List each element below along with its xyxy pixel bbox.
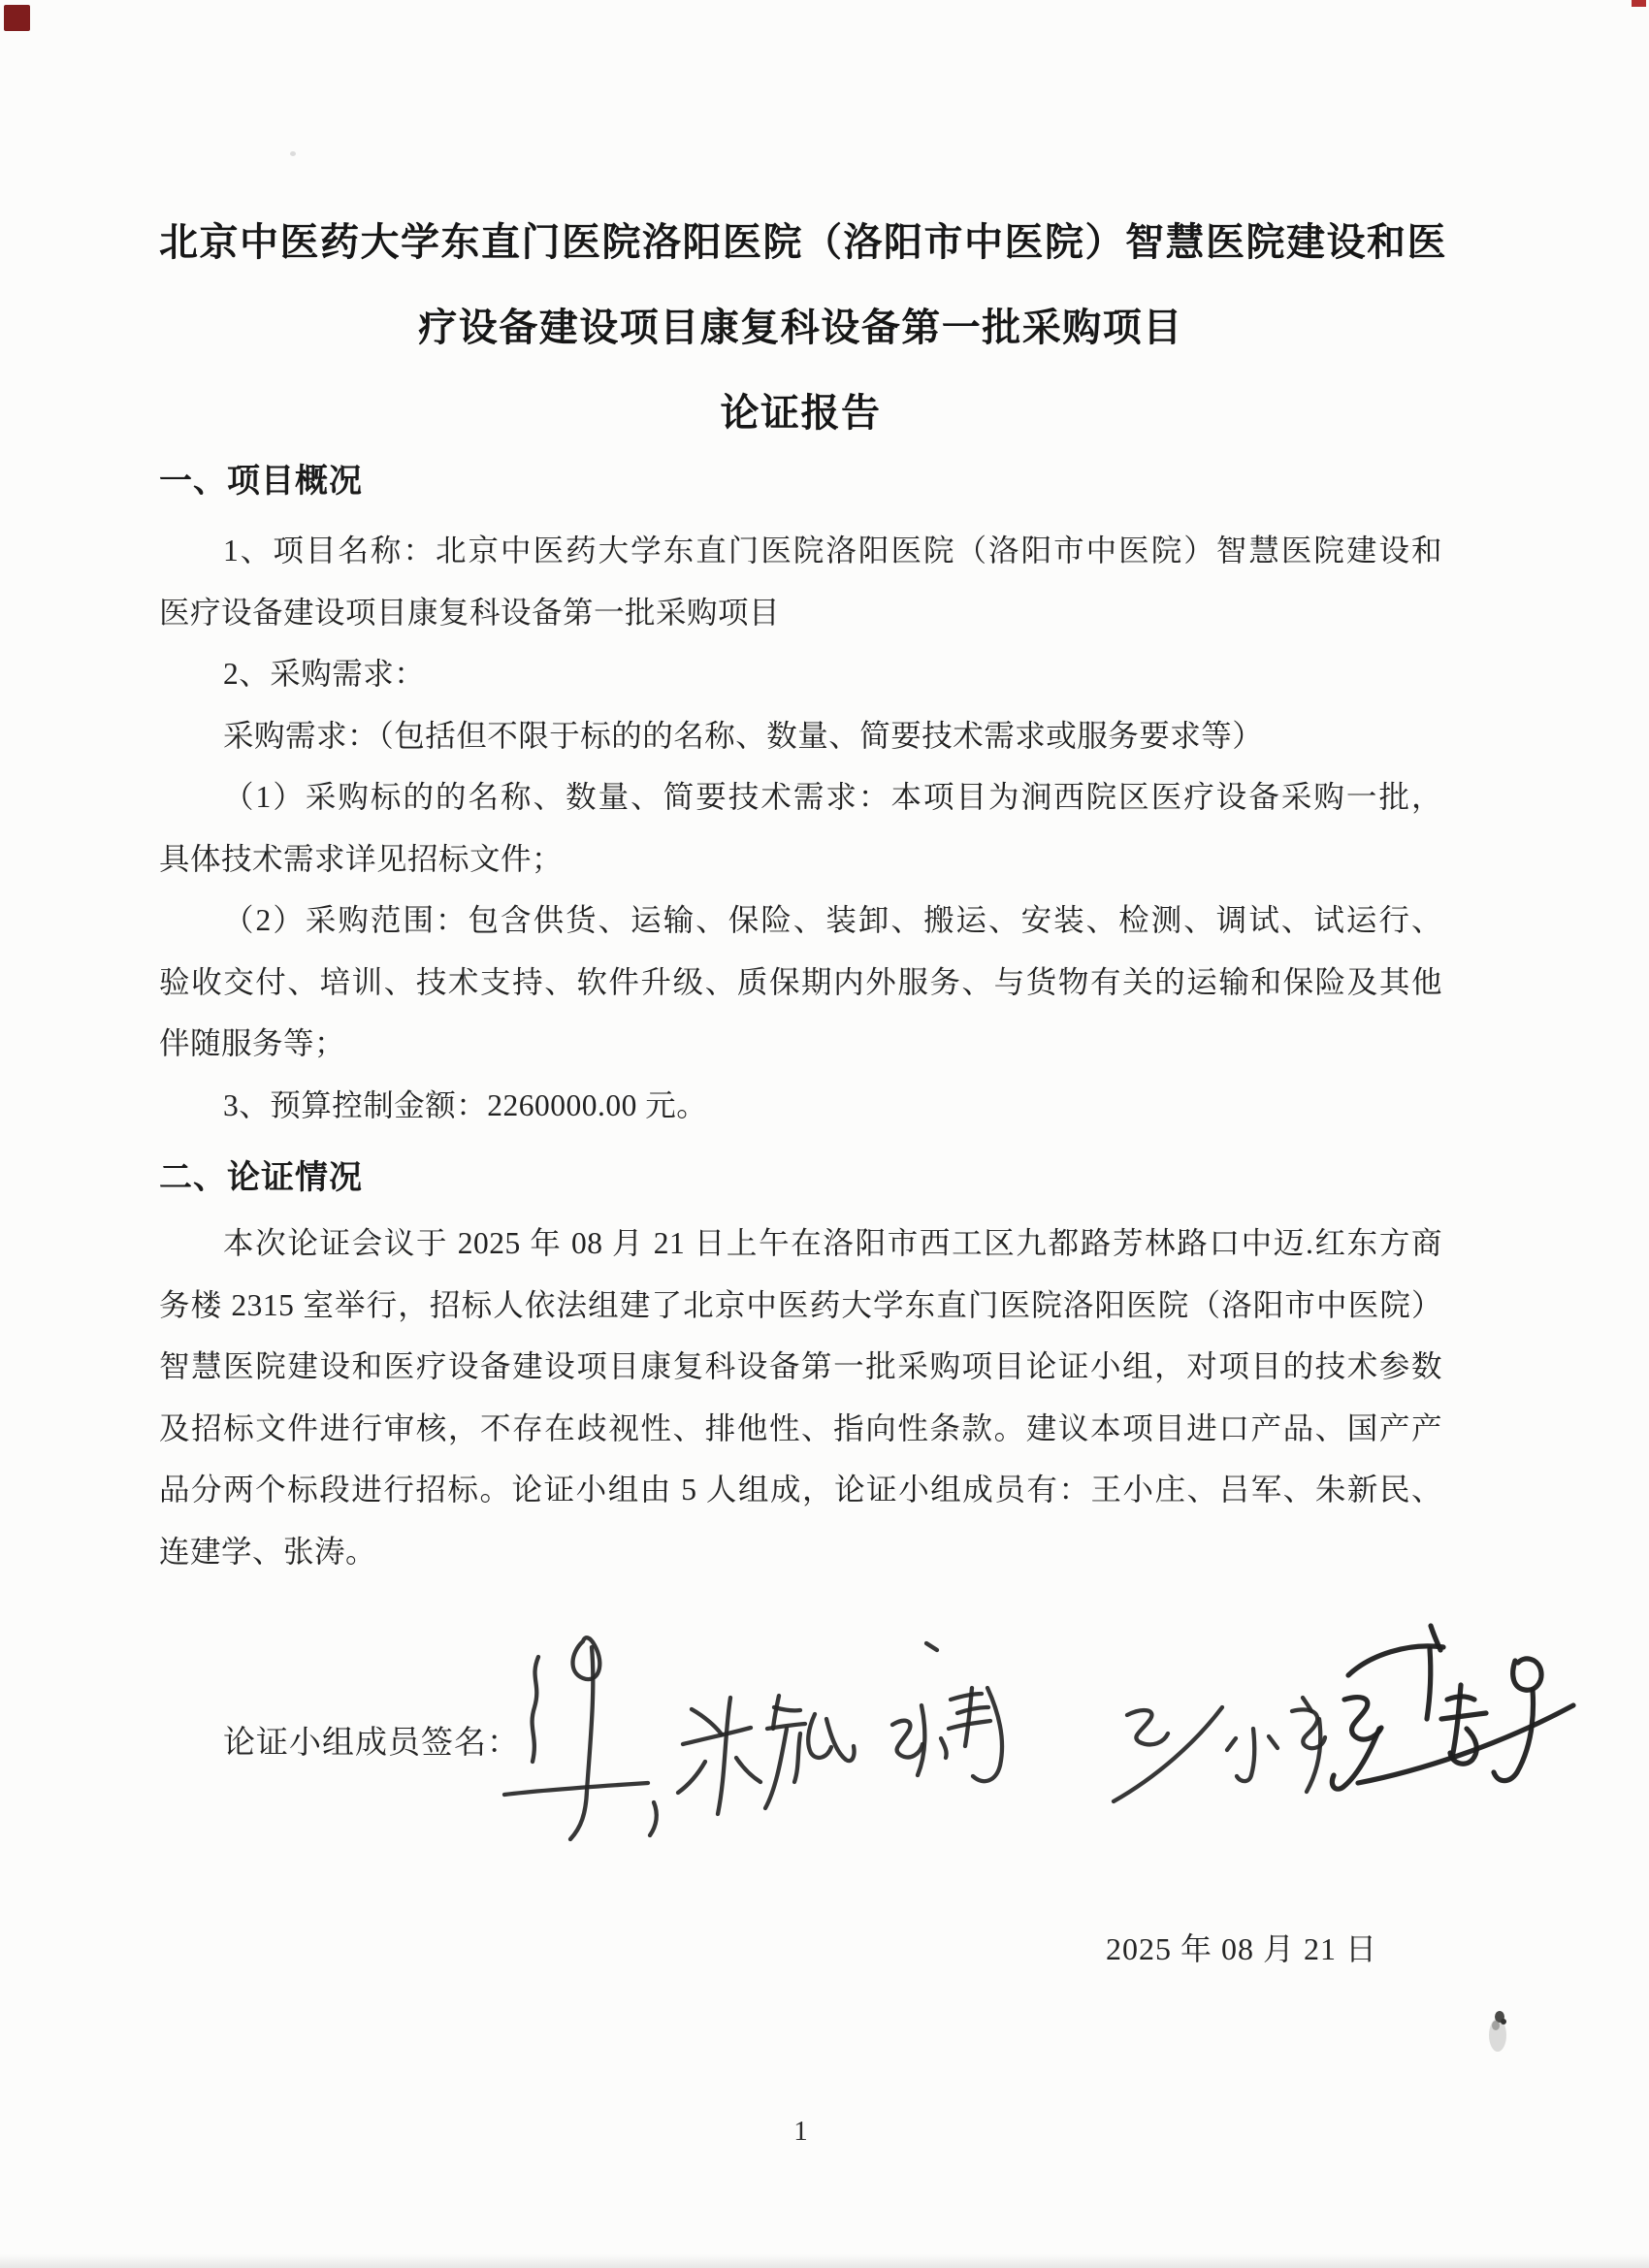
text-line: 验收交付、培训、技术支持、软件升级、质保期内外服务、与货物有关的运输和保险及其他 [159, 964, 1442, 999]
text-line: 2、采购需求： [223, 657, 426, 691]
document-content [159, 0, 1447, 2268]
document-title-block [159, 200, 1447, 456]
text-line: 务楼 2315 室举行，招标人依法组建了北京中医药大学东直门医院洛阳医院（洛阳市中医院） [159, 1287, 1442, 1322]
text-line: 具体技术需求详见招标文件； [159, 841, 564, 876]
ink-speck [926, 1643, 937, 1650]
page-number: 1 [793, 2116, 808, 2147]
document-title-line-1: 北京中医药大学东直门医院洛阳医院（洛阳市中医院）智慧医院建设和医 [159, 221, 1447, 264]
scan-smudge [1487, 2006, 1514, 2060]
signature-row-label: 论证小组成员签名： [223, 1726, 520, 1761]
text-line: 连建学、张涛。 [159, 1534, 377, 1569]
scan-artifact-top-right-red-mark [1632, 0, 1646, 7]
text-line: 智慧医院建设和医疗设备建设项目康复科设备第一批采购项目论证小组，对项目的技术参数 [159, 1349, 1442, 1383]
document-title-line-2: 疗设备建设项目康复科设备第一批采购项目 [418, 307, 1183, 349]
text-line: 本次论证会议于 2025 年 08 月 21 日上午在洛阳市西工区九都路芳林路口中迈.红东方商 [223, 1226, 1442, 1260]
signature-wang-xiaozhuang [1114, 1698, 1325, 1801]
section2-heading: 二、论证情况 [159, 1159, 363, 1196]
text-line: （1）采购标的的名称、数量、简要技术需求：本项目为涧西院区医疗设备采购一批， [223, 780, 1442, 814]
text-line: 3、预算控制金额：2260000.00 元。 [223, 1087, 708, 1122]
scan-artifact-top-left-red-mark [4, 5, 30, 31]
section2-body [159, 1213, 1442, 1582]
text-line: 伴随服务等； [159, 1026, 346, 1060]
scan-bottom-edge [0, 2254, 1649, 2268]
section1-body [159, 520, 1442, 1136]
text-line: 及招标文件进行审核，不存在歧视性、排他性、指向性条款。建议本项目进口产品、国产产 [159, 1410, 1442, 1445]
section1-heading: 一、项目概况 [159, 463, 363, 500]
text-line: （2）采购范围：包含供货、运输、保险、装卸、搬运、安装、检测、调试、试运行、 [223, 903, 1442, 937]
signature-zhang-tao [892, 1688, 1002, 1781]
handwritten-signatures [485, 1581, 1600, 1863]
text-line: 医疗设备建设项目康复科设备第一批采购项目 [159, 595, 781, 630]
signature-zhu-xinmin [678, 1696, 855, 1814]
report-date: 2025 年 08 月 21 日 [1106, 1931, 1378, 1966]
text-line: 采购需求：（包括但不限于标的的名称、数量、简要技术需求或服务要求等） [223, 718, 1264, 753]
text-line: 1、项目名称：北京中医药大学东直门医院洛阳医院（洛阳市中医院）智慧医院建设和 [223, 534, 1442, 567]
report-type-title: 论证报告 [720, 392, 882, 435]
signature-lian-jianxue [1332, 1626, 1573, 1789]
text-line: 品分两个标段进行招标。论证小组由 5 人组成，论证小组成员有：王小庄、吕军、朱新民、 [159, 1473, 1442, 1507]
signature-lv-jun [504, 1637, 657, 1839]
